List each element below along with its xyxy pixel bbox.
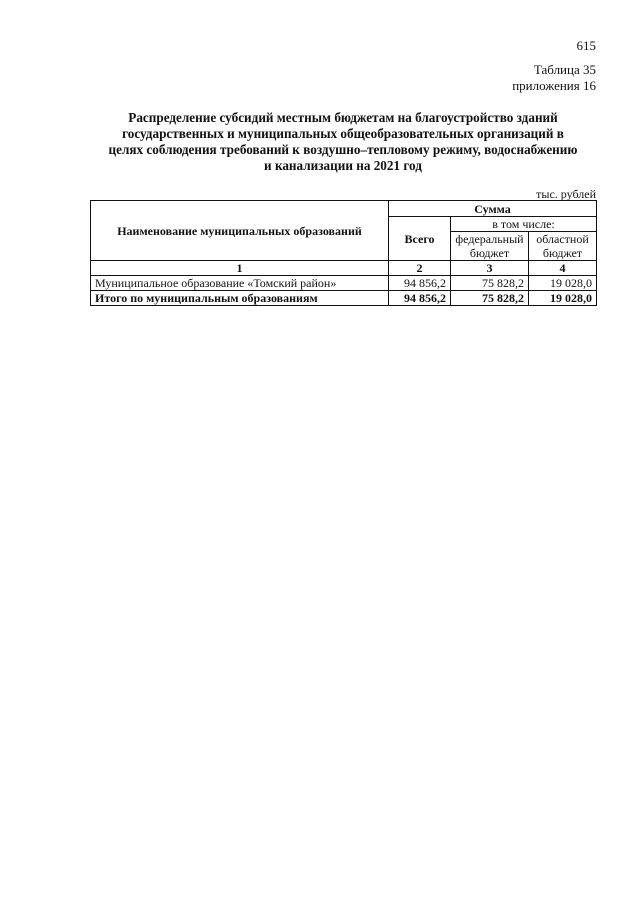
table-row xyxy=(91,276,597,291)
units-label: тыс. рублей xyxy=(536,187,596,201)
header-row-1 xyxy=(91,201,597,217)
col-number-3: 3 xyxy=(451,261,529,276)
row-total: 94 856,2 xyxy=(389,276,451,291)
header-regional xyxy=(529,232,597,261)
column-number-row xyxy=(91,261,597,276)
row-name: Муниципальное образование «Томский район» xyxy=(91,276,389,291)
totals-federal: 75 828,2 xyxy=(451,291,529,306)
col-number-2: 2 xyxy=(389,261,451,276)
header-federal-line1: федеральный xyxy=(455,232,524,246)
totals-regional: 19 028,0 xyxy=(529,291,597,306)
header-total: Всего xyxy=(389,217,451,261)
header-regional-line2: бюджет xyxy=(542,246,583,260)
table-ref-line2: приложения 16 xyxy=(512,78,596,93)
row-federal: 75 828,2 xyxy=(451,276,529,291)
subsidy-table xyxy=(90,200,597,306)
document-title xyxy=(90,110,596,174)
totals-total: 94 856,2 xyxy=(389,291,451,306)
title-line2: государственных и муниципальных общеобразовательных организаций в xyxy=(122,126,564,141)
header-federal xyxy=(451,232,529,261)
header-federal-line2: бюджет xyxy=(469,246,510,260)
title-line1: Распределение субсидий местным бюджетам на благоустройство зданий xyxy=(128,110,558,125)
title-line3: целях соблюдения требований к воздушно–тепловому режиму, водоснабжению xyxy=(108,142,578,157)
totals-row xyxy=(91,291,597,306)
table-reference xyxy=(512,62,596,94)
header-regional-line1: областной xyxy=(536,232,589,246)
title-line4: и канализации на 2021 год xyxy=(264,158,422,173)
col-number-4: 4 xyxy=(529,261,597,276)
header-sum: Сумма xyxy=(389,201,597,217)
header-name-column: Наименование муниципальных образований xyxy=(91,201,389,261)
row-regional: 19 028,0 xyxy=(529,276,597,291)
header-including: в том числе: xyxy=(451,217,597,232)
totals-name: Итого по муниципальным образованиям xyxy=(91,291,389,306)
page-number: 615 xyxy=(576,38,596,53)
table-ref-line1: Таблица 35 xyxy=(533,62,596,77)
col-number-1: 1 xyxy=(91,261,389,276)
